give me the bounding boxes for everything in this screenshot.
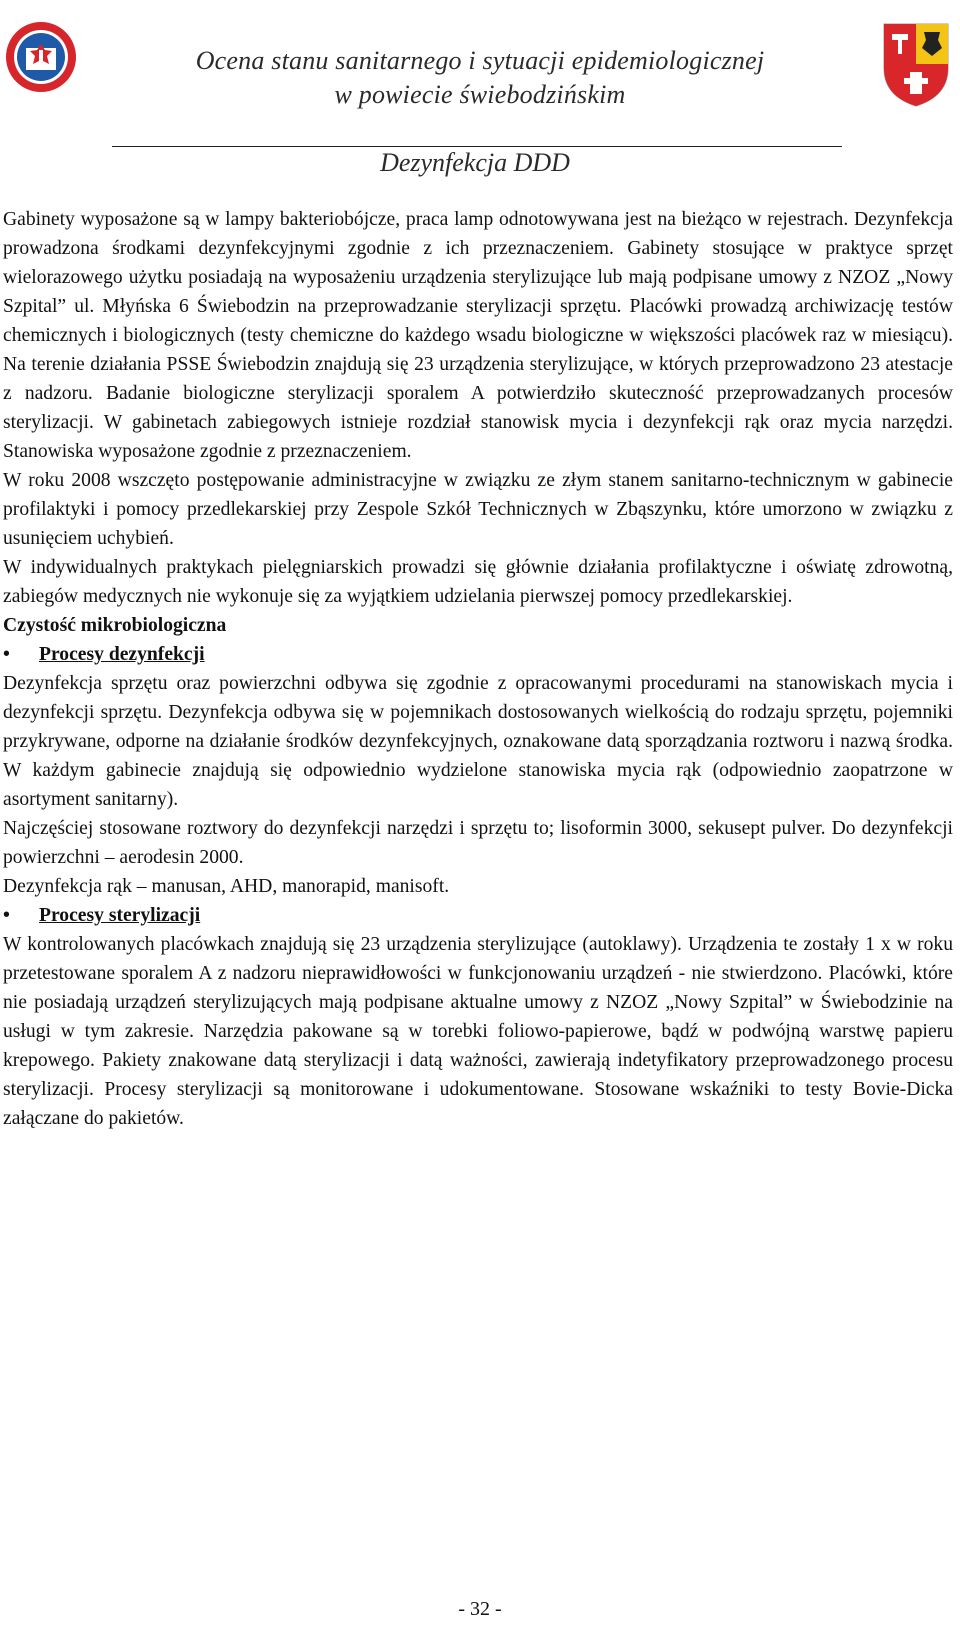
paragraph: Dezynfekcja sprzętu oraz powierzchni odbywa się zgodnie z opracowanymi procedurami na stanowiskach mycia i dezynfekcji sprzętu. Dezynfekcja odbywa się w pojemnikach dostosowanych wielkością do rodzaju sprzętu, pojemniki przykrywane, odporne na działanie środków dezynfekcyjnych, oznakowane datą sporządzania roztworu i nazwą środka. W każdym gabinecie znajdują się odpowiednio wydzielone stanowiska mycia rąk (odpowiednio zaopatrzone w asortyment sanitarny). (3, 673, 953, 810)
paragraph: Gabinety wyposażone są w lampy bakteriobójcze, praca lamp odnotowywana jest na bieżąco w rejestrach. Dezynfekcja prowadzona środkami dezynfekcyjnymi zgodnie z ich przeznaczeniem. Gabinety stosujące w praktyce sprzęt wielorazowego użytku posiadają na wyposażeniu urządzenia sterylizujące lub mają podpisane umowy z NZOZ „Nowy Szpital” ul. Młyńska 6 Świebodzin na przeprowadzanie sterylizacji sprzętu. Placówki prowadzą archiwizację testów chemicznych i biologicznych (testy chemiczne do każdego wsadu biologiczne w większości placówek raz w miesiącu). Na terenie działania PSSE Świebodzin znajdują się 23 urządzenia sterylizujące, w których przeprowadzono 23 atestacje z nadzoru. Badanie biologiczne sterylizacji sporalem A potwierdziło skuteczność przeprowadzanych procesów sterylizacji. W gabinetach zabiegowych istnieje rozdział stanowisk mycia i dezynfekcji rąk oraz mycia narzędzi. Stanowiska wyposażone zgodnie z przeznaczeniem. (3, 209, 953, 462)
header-divider (112, 146, 842, 147)
document-title-line2: w powiecie świebodzińskim (334, 80, 626, 109)
section-title: Dezynfekcja DDD (380, 148, 570, 177)
document-title-line1: Ocena stanu sanitarnego i sytuacji epidemiologicznej (195, 46, 765, 75)
bullet-icon: • (3, 905, 10, 926)
bullet-heading-sterilization (3, 901, 953, 930)
bullet-heading-disinfection (3, 640, 953, 669)
paragraph: Dezynfekcja rąk – manusan, AHD, manorapid, manisoft. (3, 876, 450, 897)
section-heading: Czystość mikrobiologiczna (3, 615, 227, 636)
bullet-icon: • (3, 644, 10, 665)
paragraph: W kontrolowanych placówkach znajdują się 23 urządzenia sterylizujące (autoklawy). Urządzenia te zostały 1 x w roku przetestowane sporalem A z nadzoru nieprawidłowości w funkcjonowaniu urządzeń - nie stwierdzono. Placówki, które nie posiadają urządzeń sterylizujących mają podpisane aktualne umowy z NZOZ „Nowy Szpital” w Świebodzinie na usługi w tym zakresie. Narzędzia pakowane są w torebki foliowo-papierowe, bądź w podwójną warstwę papieru krepowego. Pakiety znakowane datą sterylizacji i datą ważności, zawierają indetyfikatory przeprowadzonego procesu sterylizacji. Procesy sterylizacji są monitorowane i udokumentowane. Stosowane wskaźniki to testy Bovie-Dicka załączane do pakietów. (3, 934, 953, 1129)
paragraph: Najczęściej stosowane roztwory do dezynfekcji narzędzi i sprzętu to; lisoformin 3000, sekusept pulver. Do dezynfekcji powierzchni – aerodesin 2000. (3, 818, 953, 868)
page-header (0, 0, 960, 200)
document-body (3, 205, 953, 1133)
paragraph: W roku 2008 wszczęto postępowanie administracyjne w związku ze złym stanem sanitarno-technicznym w gabinecie profilaktyki i pomocy przedlekarskiej przy Zespole Szkół Technicznych w Zbąszynku, które umorzono w związku z usunięciem uchybień. (3, 470, 953, 549)
bullet-heading-text: Procesy sterylizacji (39, 905, 201, 926)
sanitary-inspection-logo (4, 20, 78, 94)
paragraph: W indywidualnych praktykach pielęgniarskich prowadzi się głównie działania profilaktyczne i oświatę zdrowotną, zabiegów medycznych nie wykonuje się za wyjątkiem udzielania pierwszej pomocy przedlekarskiej. (3, 557, 953, 607)
page-number: - 32 - (458, 1598, 502, 1620)
county-coat-of-arms (880, 18, 952, 108)
bullet-heading-text: Procesy dezynfekcji (39, 644, 205, 665)
